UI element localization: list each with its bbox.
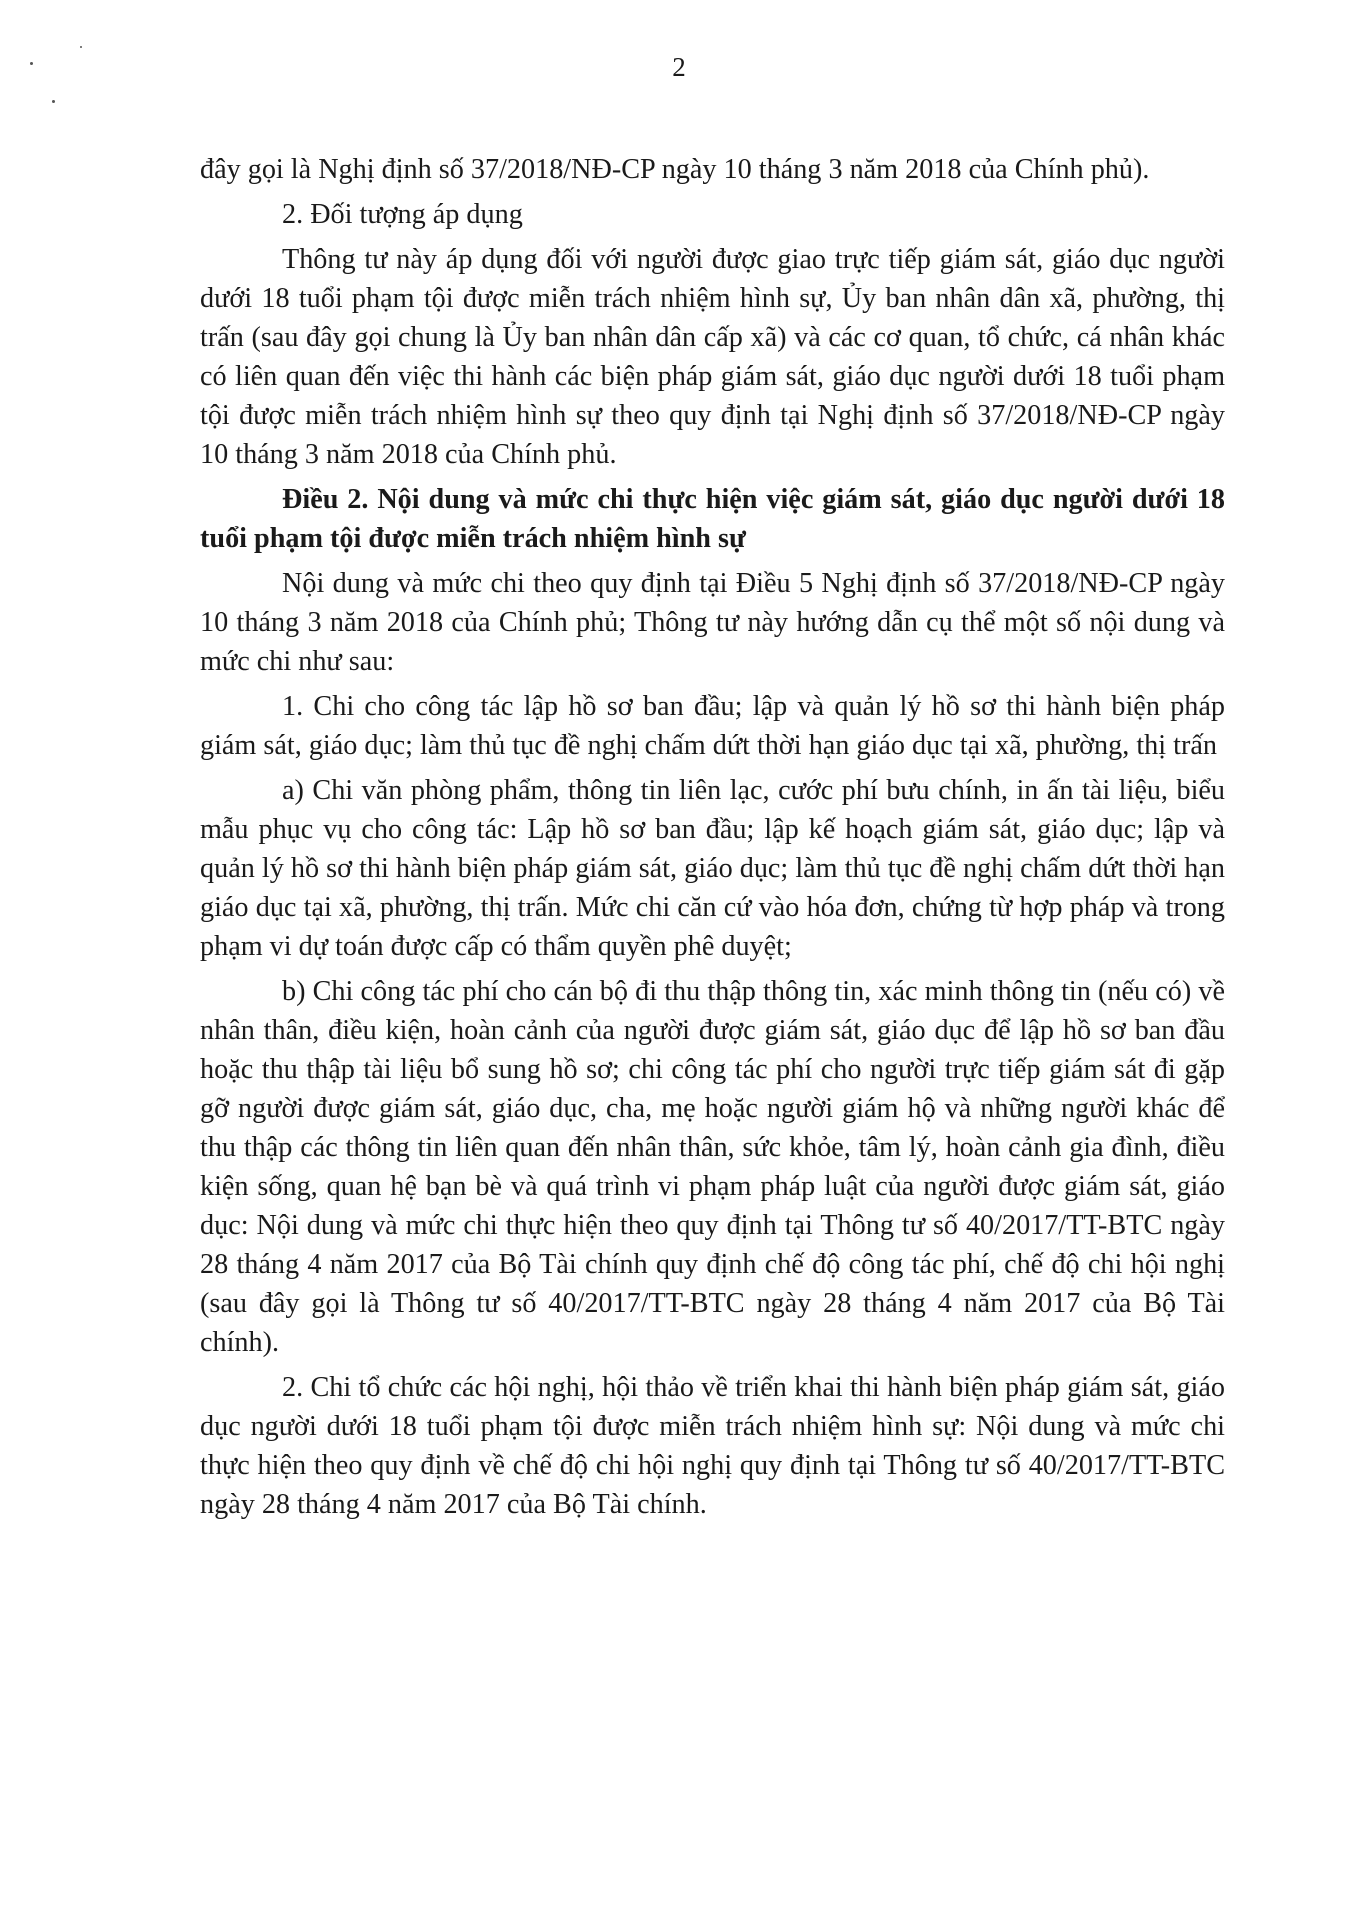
item-1a-stationery: a) Chi văn phòng phẩm, thông tin liên lạc, cước phí bưu chính, in ấn tài liệu, biểu mẫu phục vụ cho công tác: Lập hồ sơ ban đầu; lập kế hoạch giám sát, giáo dục; lập và quản lý hồ sơ thi hành biện pháp giám sát, giáo dục; làm thủ tục đề nghị chấm dứt thời hạn giáo dục tại xã, phường, thị trấn. Mức chi căn cứ vào hóa đơn, chứng từ hợp pháp và trong phạm vi dự toán được cấp có thẩm quyền phê duyệt; [200,775,1225,962]
paragraph-content-and-levels: Nội dung và mức chi theo quy định tại Điều 5 Nghị định số 37/2018/NĐ-CP ngày 10 tháng 3 năm 2018 của Chính phủ; Thông tư này hướng dẫn cụ thể một số nội dung và mức chi như sau: [200,568,1225,677]
item-1b-travel-allowance: b) Chi công tác phí cho cán bộ đi thu thập thông tin, xác minh thông tin (nếu có) về nhân thân, điều kiện, hoàn cảnh của người được giám sát, giáo dục để lập hồ sơ ban đầu hoặc thu thập tài liệu bổ sung hồ sơ; chi công tác phí cho người trực tiếp giám sát đi gặp gỡ người được giám sát, giáo dục, cha, mẹ hoặc người giám hộ và những người khác để thu thập các thông tin liên quan đến nhân thân, sức khỏe, tâm lý, hoàn cảnh gia đình, điều kiện sống, quan hệ bạn bè và quá trình vi phạm pháp luật của người được giám sát, giáo dục: Nội dung và mức chi thực hiện theo quy định tại Thông tư số 40/2017/TT-BTC ngày 28 tháng 4 năm 2017 của Bộ Tài chính quy định chế độ công tác phí, chế độ chi hội nghị (sau đây gọi là Thông tư số 40/2017/TT-BTC ngày 28 tháng 4 năm 2017 của Bộ Tài chính). [200,976,1225,1358]
paragraph-scope: Thông tư này áp dụng đối với người được giao trực tiếp giám sát, giáo dục người dưới 18 tuổi phạm tội được miễn trách nhiệm hình sự, Ủy ban nhân dân xã, phường, thị trấn (sau đây gọi chung là Ủy ban nhân dân cấp xã) và các cơ quan, tổ chức, cá nhân khác có liên quan đến việc thi hành các biện pháp giám sát, giáo dục người dưới 18 tuổi phạm tội được miễn trách nhiệm hình sự theo quy định tại Nghị định số 37/2018/NĐ-CP ngày 10 tháng 3 năm 2018 của Chính phủ. [200,244,1225,470]
page-number: 2 [672,52,686,82]
item-1-dossier-costs: 1. Chi cho công tác lập hồ sơ ban đầu; lập và quản lý hồ sơ thi hành biện pháp giám sát, giáo dục; làm thủ tục đề nghị chấm dứt thời hạn giáo dục tại xã, phường, thị trấn [200,691,1225,761]
scan-speck [80,46,82,48]
scan-speck [52,100,55,103]
article-2-heading: Điều 2. Nội dung và mức chi thực hiện việc giám sát, giáo dục người dưới 18 tuổi phạm tội được miễn trách nhiệm hình sự [200,484,1225,554]
paragraph-continuation: đây gọi là Nghị định số 37/2018/NĐ-CP ngày 10 tháng 3 năm 2018 của Chính phủ). [200,154,1150,185]
document-body [200,150,1225,1530]
section-heading-subjects: 2. Đối tượng áp dụng [282,199,523,230]
item-2-conferences: 2. Chi tổ chức các hội nghị, hội thảo về triển khai thi hành biện pháp giám sát, giáo dục người dưới 18 tuổi phạm tội được miễn trách nhiệm hình sự: Nội dung và mức chi thực hiện theo quy định về chế độ chi hội nghị quy định tại Thông tư số 40/2017/TT-BTC ngày 28 tháng 4 năm 2017 của Bộ Tài chính. [200,1372,1225,1520]
